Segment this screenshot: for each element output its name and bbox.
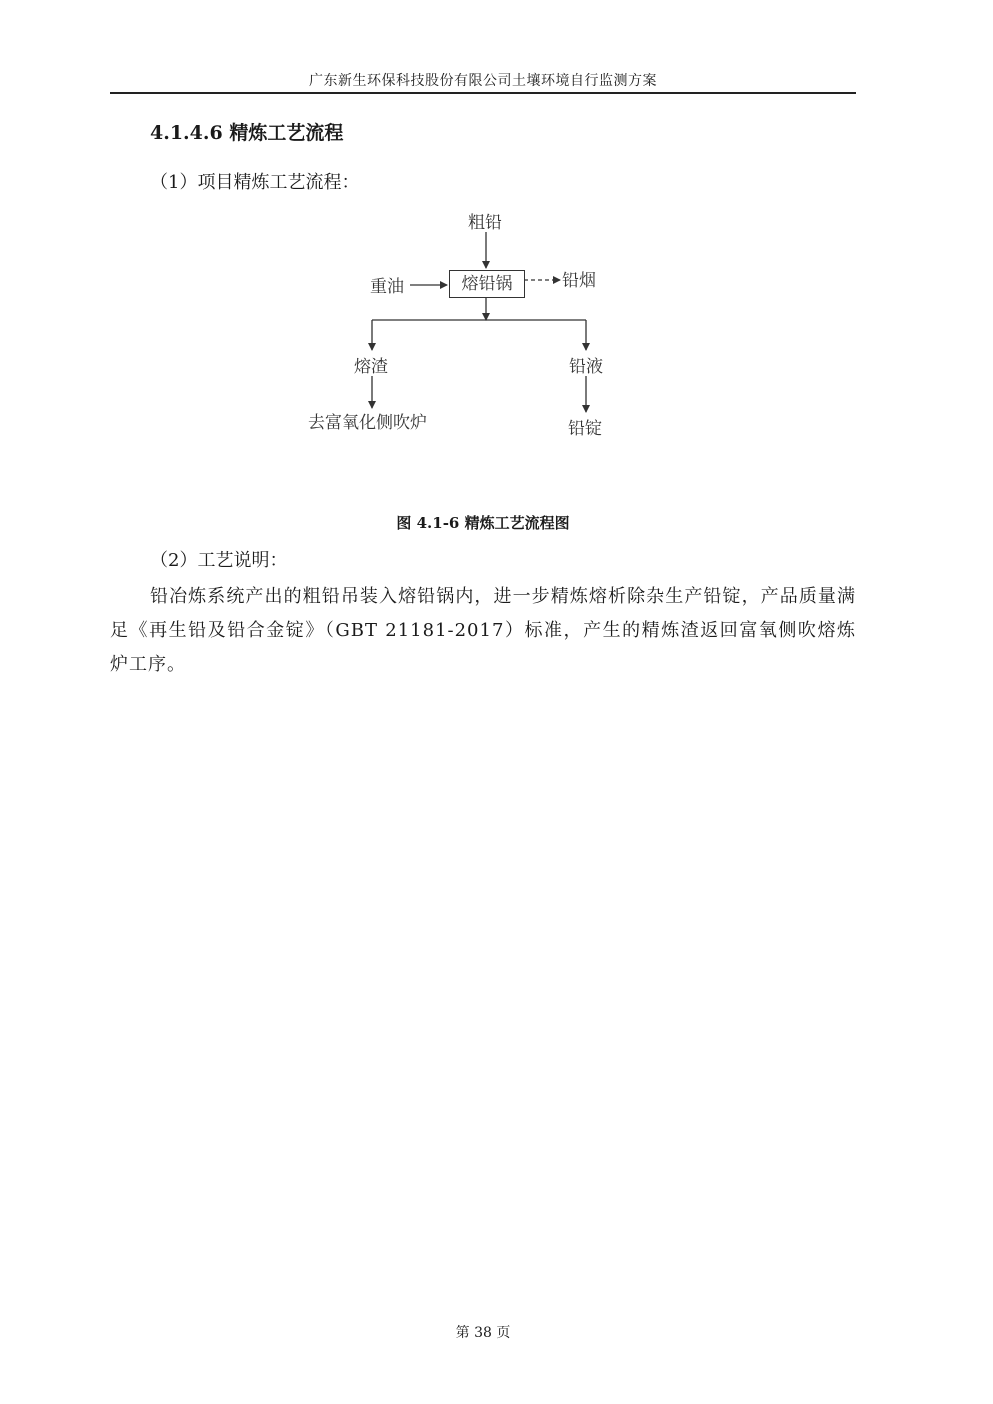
flow-node-heavy-oil: 重油: [370, 277, 404, 297]
flow-node-lead-fume: 铅烟: [562, 271, 596, 291]
page-header-title: 广东新生环保科技股份有限公司土壤环境自行监测方案: [309, 73, 657, 89]
figure-caption: 图 4.1-6 精炼工艺流程图: [396, 514, 570, 532]
page-number: 第 38 页: [455, 1325, 511, 1341]
subsection-2-label: （2）工艺说明：: [150, 550, 288, 571]
flow-node-crude-lead: 粗铅: [468, 213, 502, 233]
process-flowchart: [300, 200, 640, 450]
header-rule: [110, 92, 856, 94]
subsection-1-label: （1）项目精炼工艺流程：: [150, 172, 360, 193]
flow-node-molten-lead: 铅液: [569, 357, 603, 377]
process-description: 铅冶炼系统产出的粗铅吊装入熔铅锅内，进一步精炼熔析除杂生产铅锭，产品质量满足《再生铅及铅合金锭》（GBT 21181-2017）标准，产生的精炼渣返回富氧侧吹熔炼炉工序。: [110, 586, 856, 675]
flow-node-lead-ingot: 铅锭: [568, 419, 602, 439]
flow-node-melting-pot: 熔铅锅: [449, 270, 525, 298]
flow-node-to-furnace: 去富氧化侧吹炉: [308, 413, 427, 433]
section-title: 4.1.4.6 精炼工艺流程: [150, 122, 344, 144]
flow-node-dross: 熔渣: [354, 357, 388, 377]
